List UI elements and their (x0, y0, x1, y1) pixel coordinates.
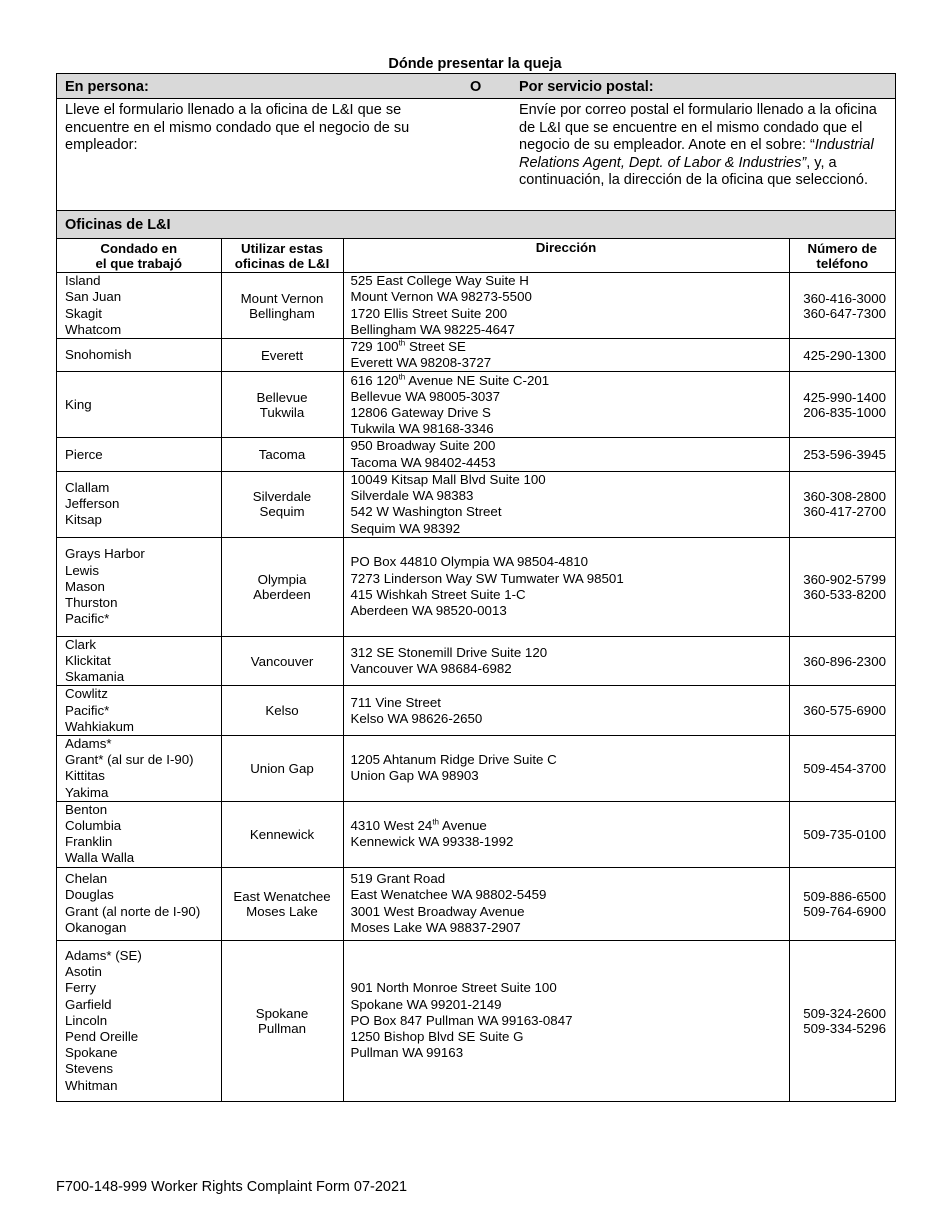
by-mail-heading: Por servicio postal: (519, 79, 654, 95)
phone-cell (789, 940, 895, 1101)
office-cell (221, 940, 343, 1101)
office-name: Bellingham (249, 305, 315, 321)
page-title: Dónde presentar la queja (388, 56, 562, 72)
office-phone: 509-454-3700 (803, 760, 886, 776)
office-address (344, 645, 789, 677)
county-cell: Adams* Grant* (al sur de I-90) Kittitas Yakima (57, 736, 221, 802)
ordinal-suffix: th (398, 372, 406, 382)
submission-instructions (57, 99, 895, 211)
phone-cell (789, 686, 895, 736)
office-cell (221, 686, 343, 736)
office-name: Kelso (265, 703, 299, 719)
complaint-locations-box (56, 73, 896, 1102)
office-name: Vancouver (250, 653, 314, 669)
office-cell (221, 438, 343, 471)
office-phone: 253-596-3945 (803, 447, 886, 463)
county-cell: Chelan Douglas Grant (al norte de I-90) Okanogan (57, 867, 221, 940)
office-row (57, 339, 895, 372)
office-address (344, 818, 789, 850)
office-cell (221, 273, 343, 339)
office-row (57, 636, 895, 686)
offices-table (57, 239, 895, 1101)
address-cell (343, 537, 789, 636)
office-cell (221, 736, 343, 802)
office-name: Bellevue (256, 389, 308, 405)
office-phone: 360-416-3000 (803, 290, 886, 306)
phone-cell (789, 339, 895, 372)
in-person-heading: En persona: (65, 79, 149, 95)
county-cell: Clark Klickitat Skamania (57, 636, 221, 686)
office-phone: 360-308-2800 (803, 489, 886, 505)
office-address (344, 1013, 789, 1062)
office-phone: 360-575-6900 (803, 703, 886, 719)
address-line: 616 120 (350, 372, 399, 388)
submission-methods-header (57, 74, 895, 99)
office-row (57, 686, 895, 736)
address-line: Tukwila WA 98168-3346 (350, 421, 494, 437)
office-row (57, 372, 895, 438)
phone-cell (789, 801, 895, 867)
address-line: Tacoma WA 98402-4453 (350, 454, 496, 470)
address-cell (343, 867, 789, 940)
county-column-header: Condado en el que trabajó (57, 239, 221, 273)
office-phone: 509-735-0100 (803, 826, 886, 842)
phone-cell (789, 867, 895, 940)
office-name: Union Gap (250, 760, 314, 776)
address-line: Kennewick WA 99338-1992 (350, 834, 514, 850)
office-row (57, 273, 895, 339)
address-line: Pullman WA 99163 (350, 1045, 464, 1061)
address-line: Everett WA 98208-3727 (350, 355, 492, 371)
address-line: 7273 Linderson Way SW Tumwater WA 98501 (350, 570, 624, 586)
address-line: Street SE (405, 339, 466, 354)
office-column-header: Utilizar estas oficinas de L&I (221, 239, 343, 273)
office-address (344, 871, 789, 903)
county-cell: Benton Columbia Franklin Walla Walla (57, 801, 221, 867)
county-cell: Island San Juan Skagit Whatcom (57, 273, 221, 339)
address-line: 1720 Ellis Street Suite 200 (350, 305, 508, 321)
office-name: Aberdeen (253, 586, 311, 602)
office-name: Moses Lake (246, 903, 318, 919)
phone-cell (789, 273, 895, 339)
office-name: Tacoma (258, 447, 306, 463)
office-cell (221, 372, 343, 438)
address-line: 415 Wishkah Street Suite 1-C (350, 586, 526, 602)
address-line: 10049 Kitsap Mall Blvd Suite 100 (350, 471, 546, 487)
office-row (57, 801, 895, 867)
address-line: 312 SE Stonemill Drive Suite 120 (350, 644, 548, 660)
address-cell (343, 940, 789, 1101)
office-row (57, 940, 895, 1101)
address-line: East Wenatchee WA 98802-5459 (350, 887, 547, 903)
county-cell: King (57, 372, 221, 438)
phone-cell (789, 736, 895, 802)
office-phone: 206-835-1000 (803, 404, 886, 420)
address-line: 3001 West Broadway Avenue (350, 903, 525, 919)
office-cell (221, 801, 343, 867)
office-address (344, 554, 789, 586)
address-line: 950 Broadway Suite 200 (350, 438, 496, 454)
office-address (344, 904, 789, 936)
office-phone: 360-647-7300 (803, 305, 886, 321)
address-cell (343, 471, 789, 537)
address-line: Moses Lake WA 98837-2907 (350, 919, 521, 935)
county-cell: Pierce (57, 438, 221, 471)
address-line: 1205 Ahtanum Ridge Drive Suite C (350, 752, 557, 768)
address-line: 519 Grant Road (350, 871, 446, 887)
address-line: Kelso WA 98626-2650 (350, 710, 483, 726)
address-cell (343, 686, 789, 736)
county-cell: Grays Harbor Lewis Mason Thurston Pacific* (57, 537, 221, 636)
office-phone: 509-764-6900 (803, 903, 886, 919)
office-address (344, 273, 789, 305)
office-address (344, 339, 789, 371)
office-address (344, 980, 789, 1012)
office-phone: 509-886-6500 (803, 888, 886, 904)
office-name: Spokane (255, 1005, 309, 1021)
office-phone: 360-896-2300 (803, 653, 886, 669)
office-name: Olympia (257, 571, 307, 587)
office-cell (221, 867, 343, 940)
office-row (57, 438, 895, 471)
office-row (57, 736, 895, 802)
office-address (344, 373, 789, 405)
address-line: PO Box 847 Pullman WA 99163-0847 (350, 1012, 573, 1028)
office-address (344, 472, 789, 504)
offices-heading-bar (57, 211, 895, 239)
address-line: Mount Vernon WA 98273-5500 (350, 289, 532, 305)
address-line: 711 Vine Street (350, 694, 441, 710)
phone-cell (789, 636, 895, 686)
address-line: Bellingham WA 98225-4647 (350, 321, 515, 337)
address-cell (343, 736, 789, 802)
address-line: 12806 Gateway Drive S (350, 404, 491, 420)
office-phone: 360-902-5799 (803, 571, 886, 587)
office-cell (221, 537, 343, 636)
county-cell: Snohomish (57, 339, 221, 372)
office-name: Sequim (259, 504, 305, 520)
address-line: 1250 Bishop Blvd SE Suite G (350, 1029, 524, 1044)
county-cell: Cowlitz Pacific* Wahkiakum (57, 686, 221, 736)
address-cell (343, 801, 789, 867)
ordinal-suffix: th (432, 817, 439, 827)
or-separator: O (470, 79, 482, 95)
address-column-header: Dirección (343, 239, 789, 273)
office-name: Pullman (257, 1020, 307, 1036)
address-cell (343, 636, 789, 686)
office-cell (221, 636, 343, 686)
office-name: Silverdale (252, 489, 312, 505)
address-line: Avenue NE Suite C-201 (405, 372, 550, 388)
office-address (344, 504, 789, 536)
office-address (344, 405, 789, 437)
form-footer: F700-148-999 Worker Rights Complaint Form 07-2021 (56, 1179, 408, 1195)
office-phone: 509-334-5296 (803, 1020, 886, 1036)
office-name: Everett (260, 347, 304, 363)
address-line: Union Gap WA 98903 (350, 768, 479, 784)
office-cell (221, 339, 343, 372)
address-line: Sequim WA 98392 (350, 520, 461, 536)
phone-column-header: Número de teléfono (789, 239, 895, 273)
ordinal-suffix: th (398, 338, 406, 348)
address-cell (343, 438, 789, 471)
office-phone: 425-290-1300 (803, 347, 886, 363)
address-line: PO Box 44810 Olympia WA 98504-4810 (350, 554, 589, 570)
offices-table-header-row (57, 239, 895, 273)
address-line: 525 East College Way Suite H (350, 273, 529, 289)
office-name: Mount Vernon (240, 290, 324, 306)
office-address (344, 752, 789, 784)
address-line: Spokane WA 99201-2149 (350, 996, 502, 1012)
in-person-instructions: Lleve el formulario llenado a la oficina de L&I que se encuentre en el mismo condado que el negocio de su empleador: (65, 102, 410, 153)
address-line: Aberdeen WA 98520-0013 (350, 603, 507, 619)
office-phone: 509-324-2600 (803, 1005, 886, 1021)
office-cell (221, 471, 343, 537)
office-address (344, 695, 789, 727)
office-name: East Wenatchee (233, 888, 331, 904)
office-name: Tukwila (259, 404, 305, 420)
address-line: Vancouver WA 98684-6982 (350, 661, 512, 677)
phone-cell (789, 372, 895, 438)
office-address (344, 587, 789, 619)
address-line: 4310 West 24 (350, 818, 433, 834)
offices-heading: Oficinas de L&I (65, 217, 171, 233)
address-line: Avenue (438, 818, 487, 834)
county-cell: Adams* (SE) Asotin Ferry Garfield Lincoln Pend Oreille Spokane Stevens Whitman (57, 940, 221, 1101)
phone-cell (789, 471, 895, 537)
address-cell (343, 273, 789, 339)
office-phone: 360-533-8200 (803, 586, 886, 602)
address-cell (343, 339, 789, 372)
county-cell: Clallam Jefferson Kitsap (57, 471, 221, 537)
address-line: Bellevue WA 98005-3037 (350, 388, 501, 404)
phone-cell (789, 438, 895, 471)
office-row (57, 867, 895, 940)
address-line: Silverdale WA 98383 (350, 488, 474, 504)
office-row (57, 537, 895, 636)
office-row (57, 471, 895, 537)
office-address (344, 438, 789, 470)
office-name: Kennewick (249, 826, 315, 842)
phone-cell (789, 537, 895, 636)
office-address (344, 306, 789, 338)
office-phone: 425-990-1400 (803, 389, 886, 405)
address-line: 901 North Monroe Street Suite 100 (350, 980, 557, 996)
address-line: 542 W Washington Street (350, 504, 502, 520)
office-phone: 360-417-2700 (803, 504, 886, 520)
address-cell (343, 372, 789, 438)
by-mail-instructions: Envíe por correo postal el formulario llenado a la oficina de L&I que se encuentre en el mismo condado que el negocio de su empleador. Anote en el sobre: “Industrial Relations Agent, Dept. of Labor & Industries”, y, a continuación, la dirección de la oficina que seleccionó. (519, 102, 877, 188)
address-line: 729 100 (350, 339, 399, 354)
